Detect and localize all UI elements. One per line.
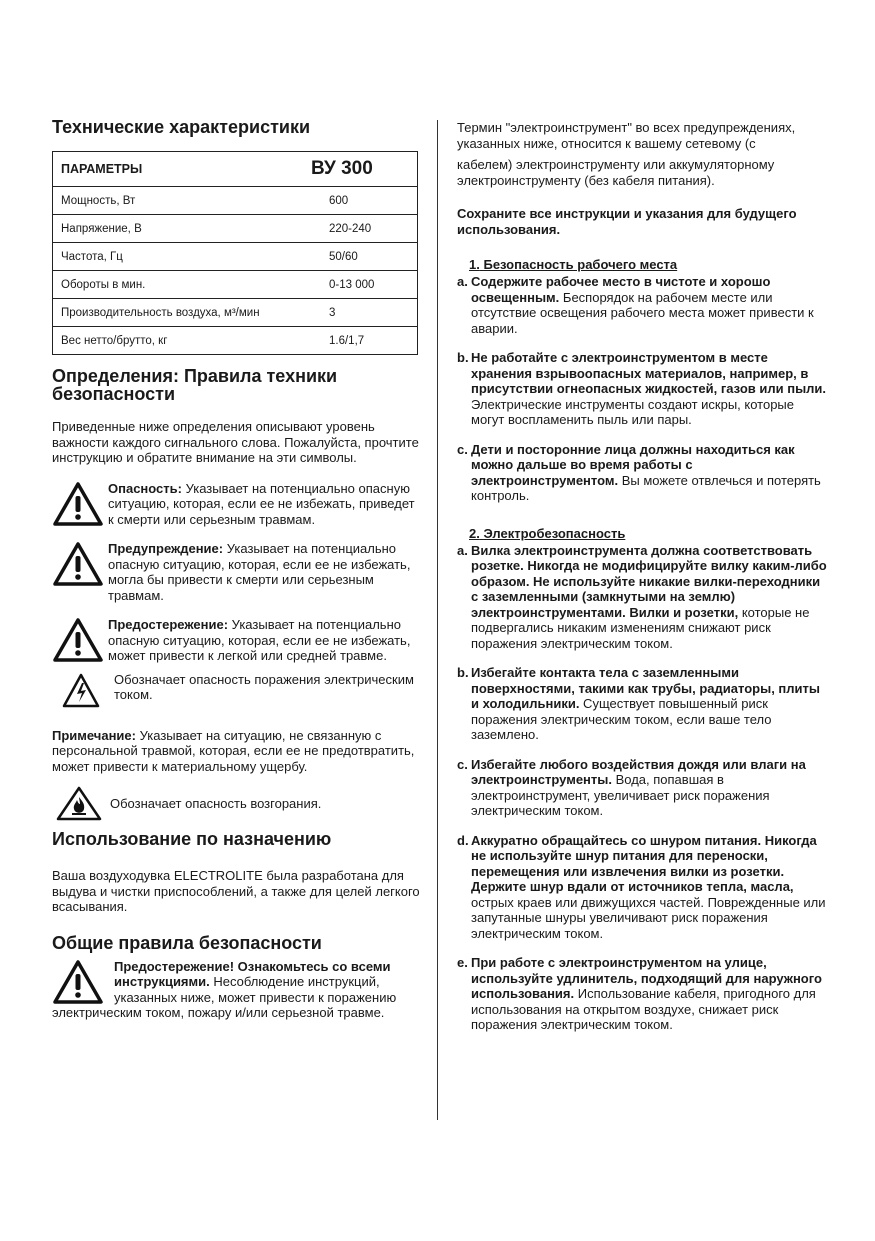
header-model: ВУ 300 [311, 158, 373, 179]
caution-text: Предостережение: Указывает на потенциально опасную ситуацию, которая, если ее не избежать, может привести к легкой или средней травме. [108, 617, 411, 663]
general-caution-text-cont: электрическим током, пожару и/или серьезной травме. [52, 1005, 385, 1020]
electric-text: Обозначает опасность поражения электрическим током. [114, 671, 414, 702]
value-cell: 600 [289, 187, 418, 215]
param-cell: Частота, Гц [53, 243, 290, 271]
value-cell: 3 [289, 299, 418, 327]
general-caution-text: Предостережение! Ознакомьтесь со всеми инструкциями. Несоблюдение инструкций, указанных ниже, может привести к поражению [114, 958, 397, 1005]
caution-block [52, 617, 420, 664]
term-text-1: Термин "электроинструмент" во всех предупреждениях, указанных ниже, относится к вашему сетевому (с [457, 120, 796, 151]
list-item: c. Избегайте любого воздействия дождя или влаги на электроинструменты. Вода, попавшая в электроинструмент, увеличивает риск поражения электрическим током. [457, 756, 806, 818]
caution-icon [52, 617, 108, 663]
list-item: a. Содержите рабочее место в чистоте и хорошо освещенным. Беспорядок на рабочем месте или отсутствие освещения рабочего места может привести к аварии. [457, 274, 814, 336]
note-text: Примечание: Указывает на ситуацию, не связанную с персональной травмой, которая, если ее не предотвратить, может привести к материальному ущербу. [52, 727, 415, 774]
term-text-2: кабелем) электроинструменту или аккумуляторному электроинструменту (без кабеля питания). [457, 157, 775, 188]
list-item: a. Вилка электроинструмента должна соответствовать розетке. Никогда не модифицируйте вилку каким-либо образом. Не используйте никакие вилки-переходники с заземленными (замкнутыми на землю) электроинструментами. Вилки и розетки, которые не подвергались никаким изменениям снижают риск поражения электрическим током. [457, 542, 827, 651]
table-row [53, 327, 418, 355]
usage-text: Ваша воздуходувка ELECTROLITE была разработана для выдува и чистки приспособлений, а также для целей легкого всасывания. [52, 868, 420, 914]
section-2-heading: 2. Электробезопасность [469, 525, 626, 541]
fire-text: Обозначает опасность возгорания. [110, 796, 322, 812]
table-row [53, 215, 418, 243]
warning-block [52, 541, 420, 603]
defs-title: Определения: Правила техники безопасности [52, 366, 338, 404]
column-divider [437, 120, 438, 1120]
tech-title: Технические характеристики [52, 117, 311, 137]
table-row [53, 271, 418, 299]
electric-shock-icon [52, 672, 114, 710]
param-cell: Производительность воздуха, м³/мин [53, 299, 290, 327]
danger-icon [52, 481, 108, 527]
list-item: e. При работе с электроинструментом на улице, используйте удлинитель, подходящий для наружного использования. Использование кабеля, пригодного для использования на открытом воздухе, снижает риск поражения электрическим током. [457, 955, 822, 1032]
list-item: c. Дети и посторонние лица должны находиться как можно дальше во время работы с электроинструментом. Вы можете отвлечься и потерять контроль. [457, 441, 821, 503]
param-cell: Вес нетто/брутто, кг [53, 327, 290, 355]
table-row [53, 187, 418, 215]
usage-title: Использование по назначению [52, 829, 332, 849]
section-1-heading: 1. Безопасность рабочего места [469, 257, 678, 272]
value-cell: 1.6/1,7 [289, 327, 418, 355]
caution-icon [52, 959, 114, 1005]
general-title: Общие правила безопасности [52, 932, 322, 953]
value-cell: 220-240 [289, 215, 418, 243]
list-item: b. Избегайте контакта тела с заземленными поверхностями, такими как трубы, радиаторы, плиты и холодильники. Существует повышенный риск поражения электрическим током, если ваше тело заземлено. [457, 665, 820, 742]
left-column [52, 118, 420, 1021]
save-instructions: Сохраните все инструкции и указания для будущего использования. [457, 206, 797, 237]
table-row [53, 299, 418, 327]
defs-intro: Приведенные ниже определения описывают уровень важности каждого сигнального слова. Пожалуйста, прочтите инструкцию и обратите внимание на эти символы. [52, 419, 419, 465]
table-header-row [53, 152, 418, 187]
electric-block [52, 672, 420, 710]
list-item: b. Не работайте с электроинструментом в месте хранения взрывоопасных материалов, например, в присутствии огнеопасных жидкостей, газов или пыли. Электрические инструменты создают искры, которые могут воспламенить пыль или пары. [457, 350, 827, 427]
general-caution-block [52, 959, 420, 1006]
list-item: d. Аккуратно обращайтесь со шнуром питания. Никогда не используйте шнур питания для переноски, перемещения или извлечения вилки из розетки. Держите шнур вдали от источников тепла, масла, острых краев или движущихся частей. Поврежденные или запутанные шнуры увеличивают риск поражения электрическим током. [457, 832, 826, 941]
value-cell: 0-13 000 [289, 271, 418, 299]
warning-icon [52, 541, 108, 587]
param-cell: Мощность, Вт [53, 187, 290, 215]
danger-text: Опасность: Указывает на потенциально опасную ситуацию, которая, если ее не избежать, приведет к смерти или серьезным травмам. [108, 480, 415, 527]
param-cell: Обороты в мин. [53, 271, 290, 299]
danger-block [52, 481, 420, 528]
fire-block [52, 786, 420, 822]
table-row [53, 243, 418, 271]
value-cell: 50/60 [289, 243, 418, 271]
right-column [457, 120, 829, 1033]
warning-text: Предупреждение: Указывает на потенциально опасную ситуацию, которая, если ее не избежать, могла бы привести к смерти или серьезным травмам. [108, 541, 411, 603]
param-cell: Напряжение, В [53, 215, 290, 243]
spec-table [52, 151, 418, 355]
fire-icon [52, 786, 110, 822]
header-param: ПАРАМЕТРЫ [61, 162, 143, 176]
